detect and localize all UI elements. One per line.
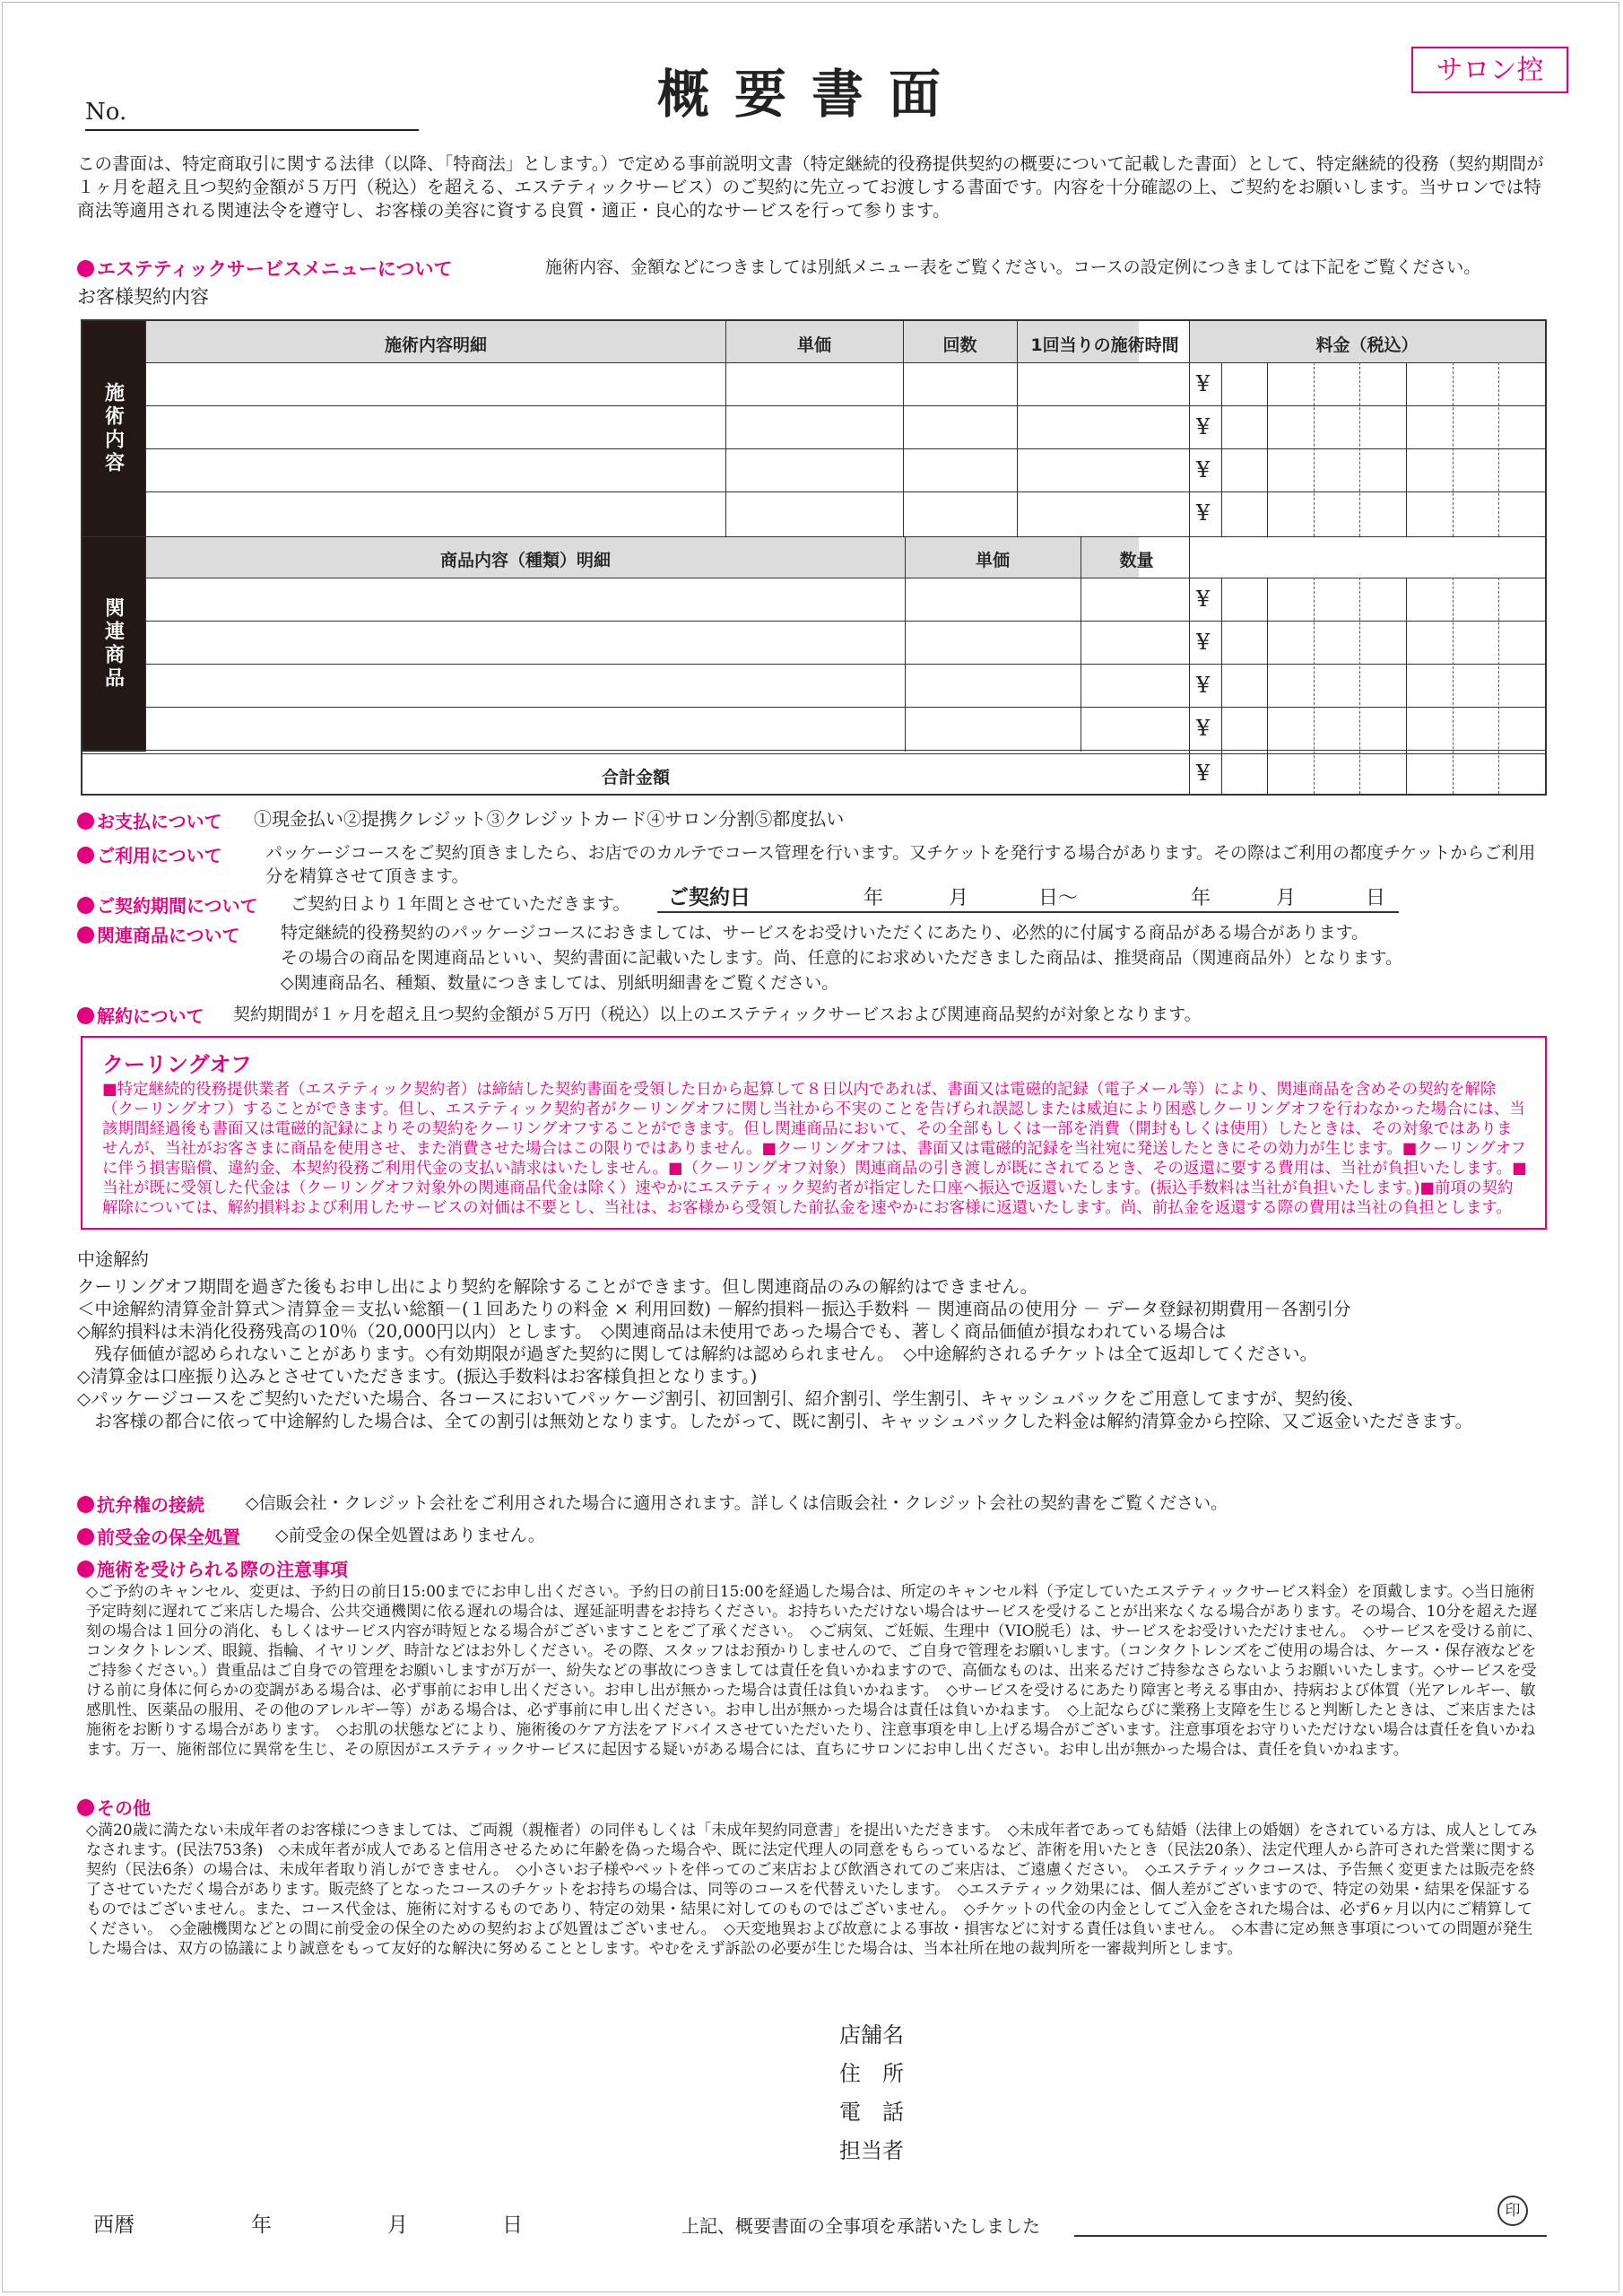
- mid-line-4: 残存価値が認められないことがあります。◇有効期限が過ぎた契約に関しては解約は認められません。 ◇中途解約されるチケットは全て返却してください。: [77, 1344, 1318, 1364]
- yen-symbol: ¥: [1196, 716, 1211, 741]
- related-line-1: 特定継続的役務契約のパッケージコースにおきましては、サービスをお受けいただくにあたり、必然的に付属する商品がある場合があります。: [281, 923, 1369, 943]
- contract-table: [81, 319, 1547, 796]
- other-heading: その他: [77, 1794, 151, 1820]
- page-title: 概要書面: [656, 64, 966, 125]
- signature-field[interactable]: [1074, 2205, 1547, 2237]
- yen-symbol: ¥: [1196, 371, 1211, 396]
- seal-icon: 印: [1497, 2196, 1528, 2226]
- date-year: 年: [864, 887, 884, 909]
- footer-era: 西暦: [93, 2213, 135, 2237]
- menu-note: 施術内容、金額などにつきましては別紙メニュー表をご覧ください。コースの設定例につきましては下記をご覧ください。: [545, 257, 1481, 277]
- mid-cancel-body: [77, 1275, 1593, 1432]
- other-body: ◇満20歳に満たない未成年者のお客様につきましては、ご両親（親権者）の同伴もしくは「未成年契約同意書」を提出いただきます。 ◇未成年者であっても結婚（法律上の婚姻）をされている方は、成人としてみなされます。(民法753条) ◇未成年者が成人であると信用させるために年齢を偽った場合や、既に法定代理人の同意をもらっているなど、詐術を用いたとき（民法20条）、法定代理人から許可された営業に関する契約（民法6条）の場合は、未成年者取り消しができません。 ◇小さいお子様やペットを伴ってのご来店および飲酒されてのご来店は、ご遠慮ください。 ◇エステティックコースは、予告無く変更または販売を終了させていただく場合があります。販売終了となったコースのチケットをお持ちの場合は、同等のコースを代替えいたします。 ◇エステティック効果には、個人差がございますので、特定の効果・結果を保証するものではございません。また、コース代金は、施術に対するものであり、特定の効果・結果に対してのものではございません。 ◇チケットの代金の内金としてご入金をされた場合は、必ず6ヶ月以内にご精算してください。 ◇金融機関などとの間に前受金の保全のための契約および処置はございません。 ◇天変地異および故意による事故・損害などに対する責任は負いません。 ◇本書に定め無き事項についての問題が発生した場合は、双方の協議により誠意をもって友好的な解決に努めることとします。やむをえず訴訟の必要が生じた場合は、当本社所在地の裁判所を一審裁判所とします。: [86, 1822, 1538, 1958]
- mid-line-1: クーリングオフ期間を過ぎた後もお申し出により契約を解除することができます。但し関連商品のみの解約はできません。: [77, 1276, 1038, 1297]
- cooling-off-title: クーリングオフ: [102, 1052, 252, 1077]
- yen-symbol: ¥: [1196, 414, 1211, 439]
- header-product-unit-price: 単価: [975, 551, 1010, 570]
- header-session-time: 1回当りの施術時間: [1030, 335, 1179, 355]
- header-unit-price: 単価: [796, 335, 831, 355]
- usage-heading: ご利用について: [77, 841, 222, 867]
- advance-heading: 前受金の保全処置: [77, 1523, 240, 1549]
- header-price-tax-incl: 料金（税込）: [1315, 335, 1419, 355]
- bullet-icon: [77, 847, 94, 864]
- header-count: 回数: [942, 335, 977, 355]
- shop-phone-label: 電 話: [839, 2100, 904, 2125]
- intro-paragraph: この書面は、特定商取引に関する法律（以降、｢特商法」とします。）で定める事前説明文書（特定継続的役務提供契約の概要について記載した書面）として、特定継続的役務（契約期間が１ヶ月を超え且つ契約金額が５万円（税込）を超える、エステティックサービス）のご契約に先立ってお渡しする書面です。内容を十分確認の上、ご契約をお願いします。当サロンでは特商法等適用される関連法令を遵守し、お客様の美容に資する良質・適正・良心的なサービスを行って参ります。: [77, 153, 1544, 221]
- advance-text: ◇前受金の保全処置はありません。: [275, 1526, 545, 1545]
- usage-text: パッケージコースをご契約頂きましたら、お店でのカルテでコース管理を行います。又チケットを発行する場合があります。その際はご利用の都度チケットからご利用分を精算させて頂きます。: [265, 843, 1536, 886]
- side-label-products: 関連商品: [82, 536, 145, 752]
- bullet-icon: [77, 1528, 94, 1545]
- period-text: ご契約日より１年間とさせていただきます。: [291, 894, 630, 914]
- yen-symbol: ¥: [1196, 457, 1211, 483]
- period-heading: ご契約期間について: [77, 891, 258, 918]
- mid-cancel-title: 中途解約: [77, 1248, 149, 1270]
- salon-copy-stamp: サロン控: [1411, 47, 1568, 93]
- defense-heading: 抗弁権の接続: [77, 1491, 204, 1517]
- shop-info-block: [839, 2016, 904, 2170]
- bullet-icon: [77, 926, 94, 944]
- related-line-2: その場合の商品を関連商品といい、契約書面に記載いたします。尚、任意的にお求めいただきました商品は、推奨商品（関連商品外）となります。: [281, 948, 1402, 968]
- end-date-month: 月: [1276, 887, 1297, 909]
- shop-staff-label: 担当者: [839, 2138, 904, 2163]
- yen-symbol: ¥: [1196, 500, 1211, 526]
- cooling-off-box: [81, 1036, 1547, 1230]
- bullet-icon: [77, 1561, 94, 1578]
- bullet-icon: [77, 1007, 94, 1024]
- date-month: 月: [949, 887, 969, 909]
- footer-day[interactable]: 日: [502, 2213, 523, 2237]
- yen-symbol: ¥: [1196, 630, 1211, 655]
- end-date-day: 日: [1366, 887, 1386, 909]
- cancel-heading: 解約について: [77, 1002, 204, 1028]
- mid-line-7: お客様の都合に依って中途解約した場合は、全ての割引は無効となります。したがって、既に割引、キャッシュバックした料金は解約清算金から控除、又ご返金いただきます。: [77, 1411, 1473, 1431]
- total-amount-label: 合計金額: [601, 768, 670, 787]
- related-heading: 関連商品について: [77, 921, 240, 947]
- contract-date-label: ご契約日: [668, 886, 751, 909]
- notes-body: ◇ご予約のキャンセル、変更は、予約日の前日15:00までにお申し出ください。予約日の前日15:00を経過した場合は、所定のキャンセル料（予定していたエステティックサービス料金）を頂戴します。◇当日施術予定時刻に遅れてご来店した場合、公共交通機関に依る遅れの場合は、遅延証明書をお持ちください。お持ちいただけない場合はサービスを受けることが出来なくなる場合があります。その場合、10分を超えた遅刻の場合は１回分の消化、もしくはサービス内容が時短となる場合がございますことをご了承ください。 ◇ご病気、ご妊娠、生理中（VIO脱毛）は、サービスをお受けいただけません。 ◇サービスを受ける前に、コンタクトレンズ、眼鏡、指輪、イヤリング、時計などはお外しください。その際、スタッフはお預かりしませんので、ご自身で管理をお願いします。（コンタクトレンズをご使用の場合は、ケース・保存液などをご持参ください。）貴重品はご自身での管理をお願いしますが万が一、紛失などの事故につきましては責任を負いかねますので、高価なものは、出来るだけご持参なさらないようお願いいたします。◇サービスを受ける前に身体に何らかの変調がある場合は、必ず事前にお申し出ください。お申し出が無かった場合は責任は負いかねます。 ◇サービスを受けるにあたり障害と考える事由か、持病および体質（光アレルギー、敏感肌性、医薬品の服用、その他のアレルギー等）がある場合は、必ず事前に申し出ください。お申し出が無かった場合は責任は負いかねます。 ◇上記ならびに業務上支障を生じると判断したときは、ご来店または施術をお断りする場合があります。 ◇お肌の状態などにより、施術後のケア方法をアドバイスさせていただいたり、注意事項を申し上げる場合がございます。注意事項をお守りいただけない場合は責任を負いかねます。万一、施術部位に異常を生じ、その原因がエステティックサービスに起因する疑いがある場合には、直ちにサロンにお申し出ください。お申し出が無かった場合は、責任を負いかねます。: [86, 1583, 1543, 1759]
- document-number-field[interactable]: No.: [85, 99, 419, 131]
- contract-date-field[interactable]: [657, 883, 1399, 913]
- related-line-3: ◇関連商品名、種類、数量につきましては、別紙明細書をご覧ください。: [281, 973, 839, 993]
- shop-address-label: 住 所: [839, 2061, 904, 2086]
- bullet-icon: [77, 813, 94, 830]
- payment-heading: お支払について: [77, 807, 222, 833]
- yen-symbol: ¥: [1196, 587, 1211, 612]
- mid-line-5: ◇清算金は口座振り込みとさせていただきます。(振込手数料はお客様負担となります。): [77, 1366, 758, 1387]
- notes-heading: 施術を受けられる際の注意事項: [77, 1555, 348, 1581]
- side-label-treatment: 施術内容: [82, 321, 145, 536]
- header-product-detail: 商品内容（種類）明細: [439, 551, 611, 570]
- consent-statement: 上記、概要書面の全事項を承諾いたしました: [681, 2215, 1040, 2237]
- end-date-year: 年: [1191, 887, 1211, 909]
- date-day-range: 日～: [1038, 887, 1079, 909]
- cooling-off-body: ■特定継続的役務提供業者（エステティック契約者）は締結した契約書面を受領した日から起算して８日以内であれば、書面又は電磁的記録（電子メール等）により、関連商品を含めその契約を解除（クーリングオフ）することができます。但し、エステティック契約者がクーリングオフに関し当社から不実のことを告げられ誤認しまたは威迫により困惑しクーリングオフを行わなかった場合には、当該期間経過後も書面又は電磁的記録によりその契約をクーリングオフすることができます。但し関連商品において、その全部もしくは一部を消費（開封もしくは使用）したときは、その対象ではありませんが、当社がお客さまに商品を使用させ、また消費させた場合はこの限りではありません。■クーリングオフは、書面又は電磁的記録を当社宛に発送したときにその効力が生じます。■クーリングオフに伴う損害賠償、違約金、本契約役務ご利用代金の支払い請求はいたしません。■（クーリングオフ対象）関連商品の引き渡しが既にされてるとき、その返還に要する費用は、当社が負担いたします。■当社が既に受領した代金は（クーリングオフ対象外の関連商品代金は除く）速やかにエステティック契約者が指定した口座へ振込で返還いたします。(振込手数料は当社が負担いたします。)■前項の契約解除については、解約損料および利用したサービスの対価は不要とし、当社は、お客様から受領した前払金を速やかにお客様に返還いたします。尚、前払金を返還する際の費用は当社の負担とします。: [102, 1081, 1527, 1217]
- contract-subtitle: お客様契約内容: [77, 286, 209, 308]
- bullet-icon: [77, 897, 94, 914]
- cancel-text: 契約期間が１ヶ月を超え且つ契約金額が５万円（税込）以上のエステティックサービスおよび関連商品契約が対象となります。: [233, 1004, 1202, 1024]
- header-quantity: 数量: [1119, 551, 1154, 570]
- footer-year[interactable]: 年: [251, 2213, 272, 2237]
- bullet-icon: [77, 1799, 94, 1816]
- menu-heading: エステティックサービスメニューについて: [77, 255, 452, 282]
- mid-line-2: ＜中途解約清算金計算式＞清算金＝支払い総額－(１回あたりの料金 × 利用回数) －解約損料－振込手数料 － 関連商品の使用分 － データ登録初期費用－各割引分: [77, 1299, 1351, 1319]
- payment-methods: ①現金払い②提携クレジット③クレジットカード④サロン分割⑤都度払い: [254, 808, 845, 830]
- bullet-icon: [77, 260, 94, 277]
- mid-line-3: ◇解約損料は未消化役務残高の10％（20,000円以内）とします。 ◇関連商品は未使用であった場合でも、著しく商品価値が損なわれている場合は: [77, 1321, 1227, 1342]
- yen-symbol: ¥: [1196, 761, 1211, 786]
- footer-month[interactable]: 月: [387, 2213, 408, 2237]
- shop-name-label: 店舗名: [839, 2022, 904, 2048]
- bullet-icon: [77, 1496, 94, 1513]
- yen-symbol: ¥: [1196, 673, 1211, 698]
- mid-line-6: ◇パッケージコースをご契約いただいた場合、各コースにおいてパッケージ割引、初回割引、紹介割引、学生割引、キャッシュバックをご用意してますが、契約後、: [77, 1388, 1365, 1409]
- header-treatment-detail: 施術内容明細: [384, 335, 487, 355]
- defense-text: ◇信販会社・クレジット会社をご利用された場合に適用されます。詳しくは信販会社・クレジット会社の契約書をご覧ください。: [246, 1493, 1228, 1513]
